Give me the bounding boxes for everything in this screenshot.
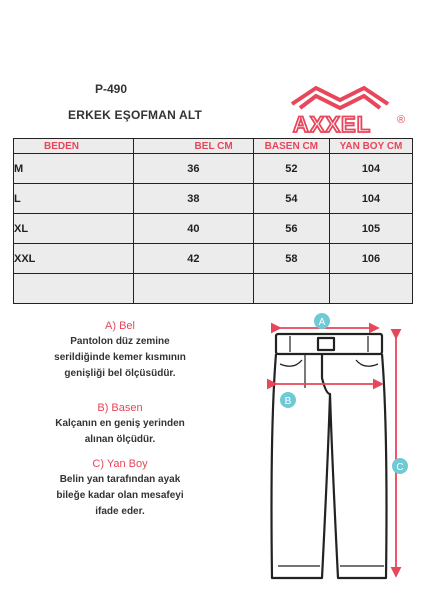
cell-basen: 56: [253, 214, 329, 244]
table-header-row: [14, 139, 413, 154]
product-code: P-490: [95, 82, 128, 96]
table-row: [14, 154, 413, 184]
cell-yan-boy: 104: [330, 184, 413, 214]
measure-basen-line: Kalçanın en geniş yerinden: [55, 418, 185, 429]
cell-size: XXL: [14, 244, 134, 274]
cell-bel: 42: [134, 244, 254, 274]
pants-outline: [272, 334, 387, 578]
product-name: ERKEK EŞOFMAN ALT: [68, 108, 203, 122]
measure-yan-boy-line: ifade eder.: [95, 506, 145, 517]
measure-bel-line: genişliği bel ölçüsüdür.: [64, 368, 176, 379]
measure-bel-line: serildiğinde kemer kısmının: [54, 352, 186, 363]
measure-bel-title: A) Bel: [105, 320, 135, 332]
cell-size: XL: [14, 214, 134, 244]
brand-logo: [270, 76, 410, 136]
cell-bel: 36: [134, 154, 254, 184]
table-row: [14, 184, 413, 214]
cell-yan-boy: 104: [330, 154, 413, 184]
svg-text:B: B: [284, 396, 292, 407]
pants-diagram: [250, 308, 420, 598]
header-yan-boy: YAN BOY CM: [330, 139, 413, 154]
measure-yan-boy: [20, 456, 220, 520]
svg-text:A: A: [318, 317, 326, 328]
table-row-empty: [14, 274, 413, 304]
cell-basen: [253, 274, 329, 304]
table-row: [14, 244, 413, 274]
cell-basen: 58: [253, 244, 329, 274]
measure-bel-line: Pantolon düz zemine: [70, 336, 170, 347]
cell-size: L: [14, 184, 134, 214]
measure-yan-boy-title: C) Yan Boy: [92, 458, 148, 470]
cell-yan-boy: 105: [330, 214, 413, 244]
cell-size: M: [14, 154, 134, 184]
cell-bel: 40: [134, 214, 254, 244]
measure-basen-line: alınan ölçüdür.: [84, 434, 156, 445]
cell-basen: 54: [253, 184, 329, 214]
size-table: [13, 138, 413, 304]
logo-chevron-icon: [292, 88, 388, 108]
cell-size: [14, 274, 134, 304]
measure-bel: [20, 318, 220, 382]
measure-yan-boy-line: Belin yan tarafından ayak: [59, 474, 181, 485]
measure-basen: [20, 400, 220, 448]
header-bel: BEL CM: [134, 139, 254, 154]
cell-basen: 52: [253, 154, 329, 184]
brand-registered-mark: ®: [397, 114, 406, 126]
cell-bel: 38: [134, 184, 254, 214]
cell-yan-boy: [330, 274, 413, 304]
header-basen: BASEN CM: [253, 139, 329, 154]
table-row: [14, 214, 413, 244]
label-b-icon: [280, 392, 296, 408]
svg-text:C: C: [396, 462, 404, 473]
measure-yan-boy-line: bileğe kadar olan mesafeyi: [56, 490, 184, 501]
brand-name: AXXEL: [292, 112, 372, 136]
cell-yan-boy: 106: [330, 244, 413, 274]
cell-bel: [134, 274, 254, 304]
header-beden: BEDEN: [14, 139, 134, 154]
label-c-icon: [392, 458, 408, 474]
label-a-icon: [314, 313, 330, 329]
measure-basen-title: B) Basen: [97, 402, 143, 414]
